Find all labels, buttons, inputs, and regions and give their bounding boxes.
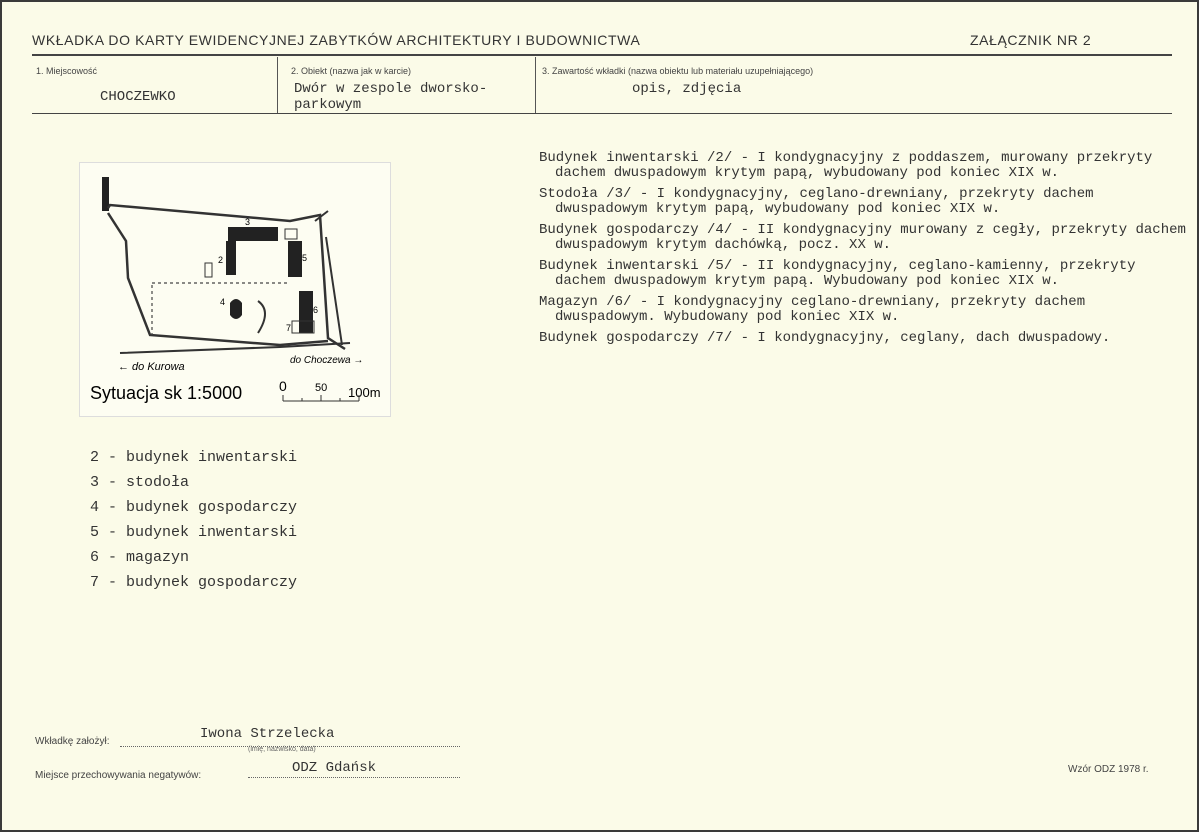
map-legend [90,445,297,595]
road-label-choczewo: do Choczewa → [290,355,364,366]
building-3-stodola [228,227,278,241]
annex-number: ZAŁĄCZNIK NR 2 [970,32,1092,48]
driveway-loop [258,301,265,333]
description-paragraph: Budynek inwentarski /5/ - II kondygnacyjny, ceglano-kamienny, przekryty dachem dwuspadowym krytym papą. Wybudowany pod koniec XIX w. [539,258,1136,289]
author-value: Iwona Strzelecka [200,726,335,742]
scale-50: 50 [315,382,328,394]
legend-item: 2 - budynek inwentarski [90,449,298,466]
description-paragraph: Budynek gospodarczy /7/ - I kondygnacyjny, ceglany, dach dwuspadowy. [539,330,1111,346]
top-rule [32,54,1172,56]
field-divider-1 [277,57,278,113]
map-label-4: 4 [220,297,226,307]
description-paragraph: Magazyn /6/ - I kondygnacyjny ceglano-drewniany, przekryty dachem dwuspadowym. Wybudowany pod koniec XIX w. [539,294,1086,325]
manor-house [230,299,242,319]
description-paragraph: Budynek inwentarski /2/ - I kondygnacyjny z poddaszem, murowany przekryty dachem dwuspadowym krytym papą, wybudowany pod koniec XIX w. [539,150,1153,181]
field-2-label: 2. Obiekt (nazwa jak w karcie) [291,66,412,76]
inventory-card [2,2,1197,830]
road-south [120,343,350,353]
building-4-small [285,229,297,239]
field-1-label: 1. Miejscowość [36,66,98,76]
field-1-value: CHOCZEWKO [100,89,176,105]
building-2-inwentarski [226,241,236,275]
field-3-value: opis, zdjęcia [632,81,742,97]
building-5-inwentarski [288,241,302,277]
building-description [539,151,1189,352]
legend-item: 3 - stodoła [90,474,190,491]
description-paragraph: Stodoła /3/ - I kondygnacyjny, ceglano-drewniany, przekryty dachem dwuspadowym krytym papą, wybudowany pod koniec XIX w. [539,186,1094,217]
map-caption: Sytuacja sk 1:5000 [90,383,243,403]
site-plan [79,162,391,417]
fields-bottom-rule [32,113,1172,114]
map-label-7: 7 [286,323,292,333]
map-label-6: 6 [313,305,319,315]
map-label-2: 2 [218,255,224,265]
author-label: Wkładkę założył: [35,736,110,747]
storage-value: ODZ Gdańsk [292,760,377,776]
field-3-label: 3. Zawartość wkładki (nazwa obiektu lub materiału uzupełniającego) [542,66,814,76]
scale-0: 0 [279,378,287,394]
road-label-kurowo: ← do Kurowa [118,361,185,373]
storage-line [248,777,460,778]
card-title: WKŁADKA DO KARTY EWIDENCYJNEJ ZABYTKÓW ARCHITEKTURY I BUDOWNICTWA [32,32,641,48]
field-2-value-line1: Dwór w zespole dworsko- [294,81,488,97]
boundary-west-south [108,213,328,345]
map-label-5: 5 [302,253,308,263]
storage-label: Miejsce przechowywania negatywów: [35,770,202,781]
site-plan-drawing [80,163,390,416]
description-paragraph: Budynek gospodarczy /4/ - II kondygnacyjny murowany z cegły, przekryty dachem dwuspadowym krytym dachówką, pocz. XX w. [539,222,1186,253]
scale-100: 100m [348,385,381,400]
map-label-3: 3 [245,217,251,227]
building-6-magazyn [299,291,313,333]
legend-item: 7 - budynek gospodarczy [90,574,298,591]
field-divider-2 [535,57,536,113]
form-model: Wzór ODZ 1978 r. [1068,764,1149,775]
road-east [315,211,342,345]
legend-item: 5 - budynek inwentarski [90,524,298,541]
field-2-value-line2: parkowym [294,97,362,113]
legend-item: 4 - budynek gospodarczy [90,499,298,516]
legend-item: 6 - magazyn [90,549,190,566]
author-sub-label: (imię, nazwisko, data) [248,746,316,753]
outbuilding [205,263,212,277]
